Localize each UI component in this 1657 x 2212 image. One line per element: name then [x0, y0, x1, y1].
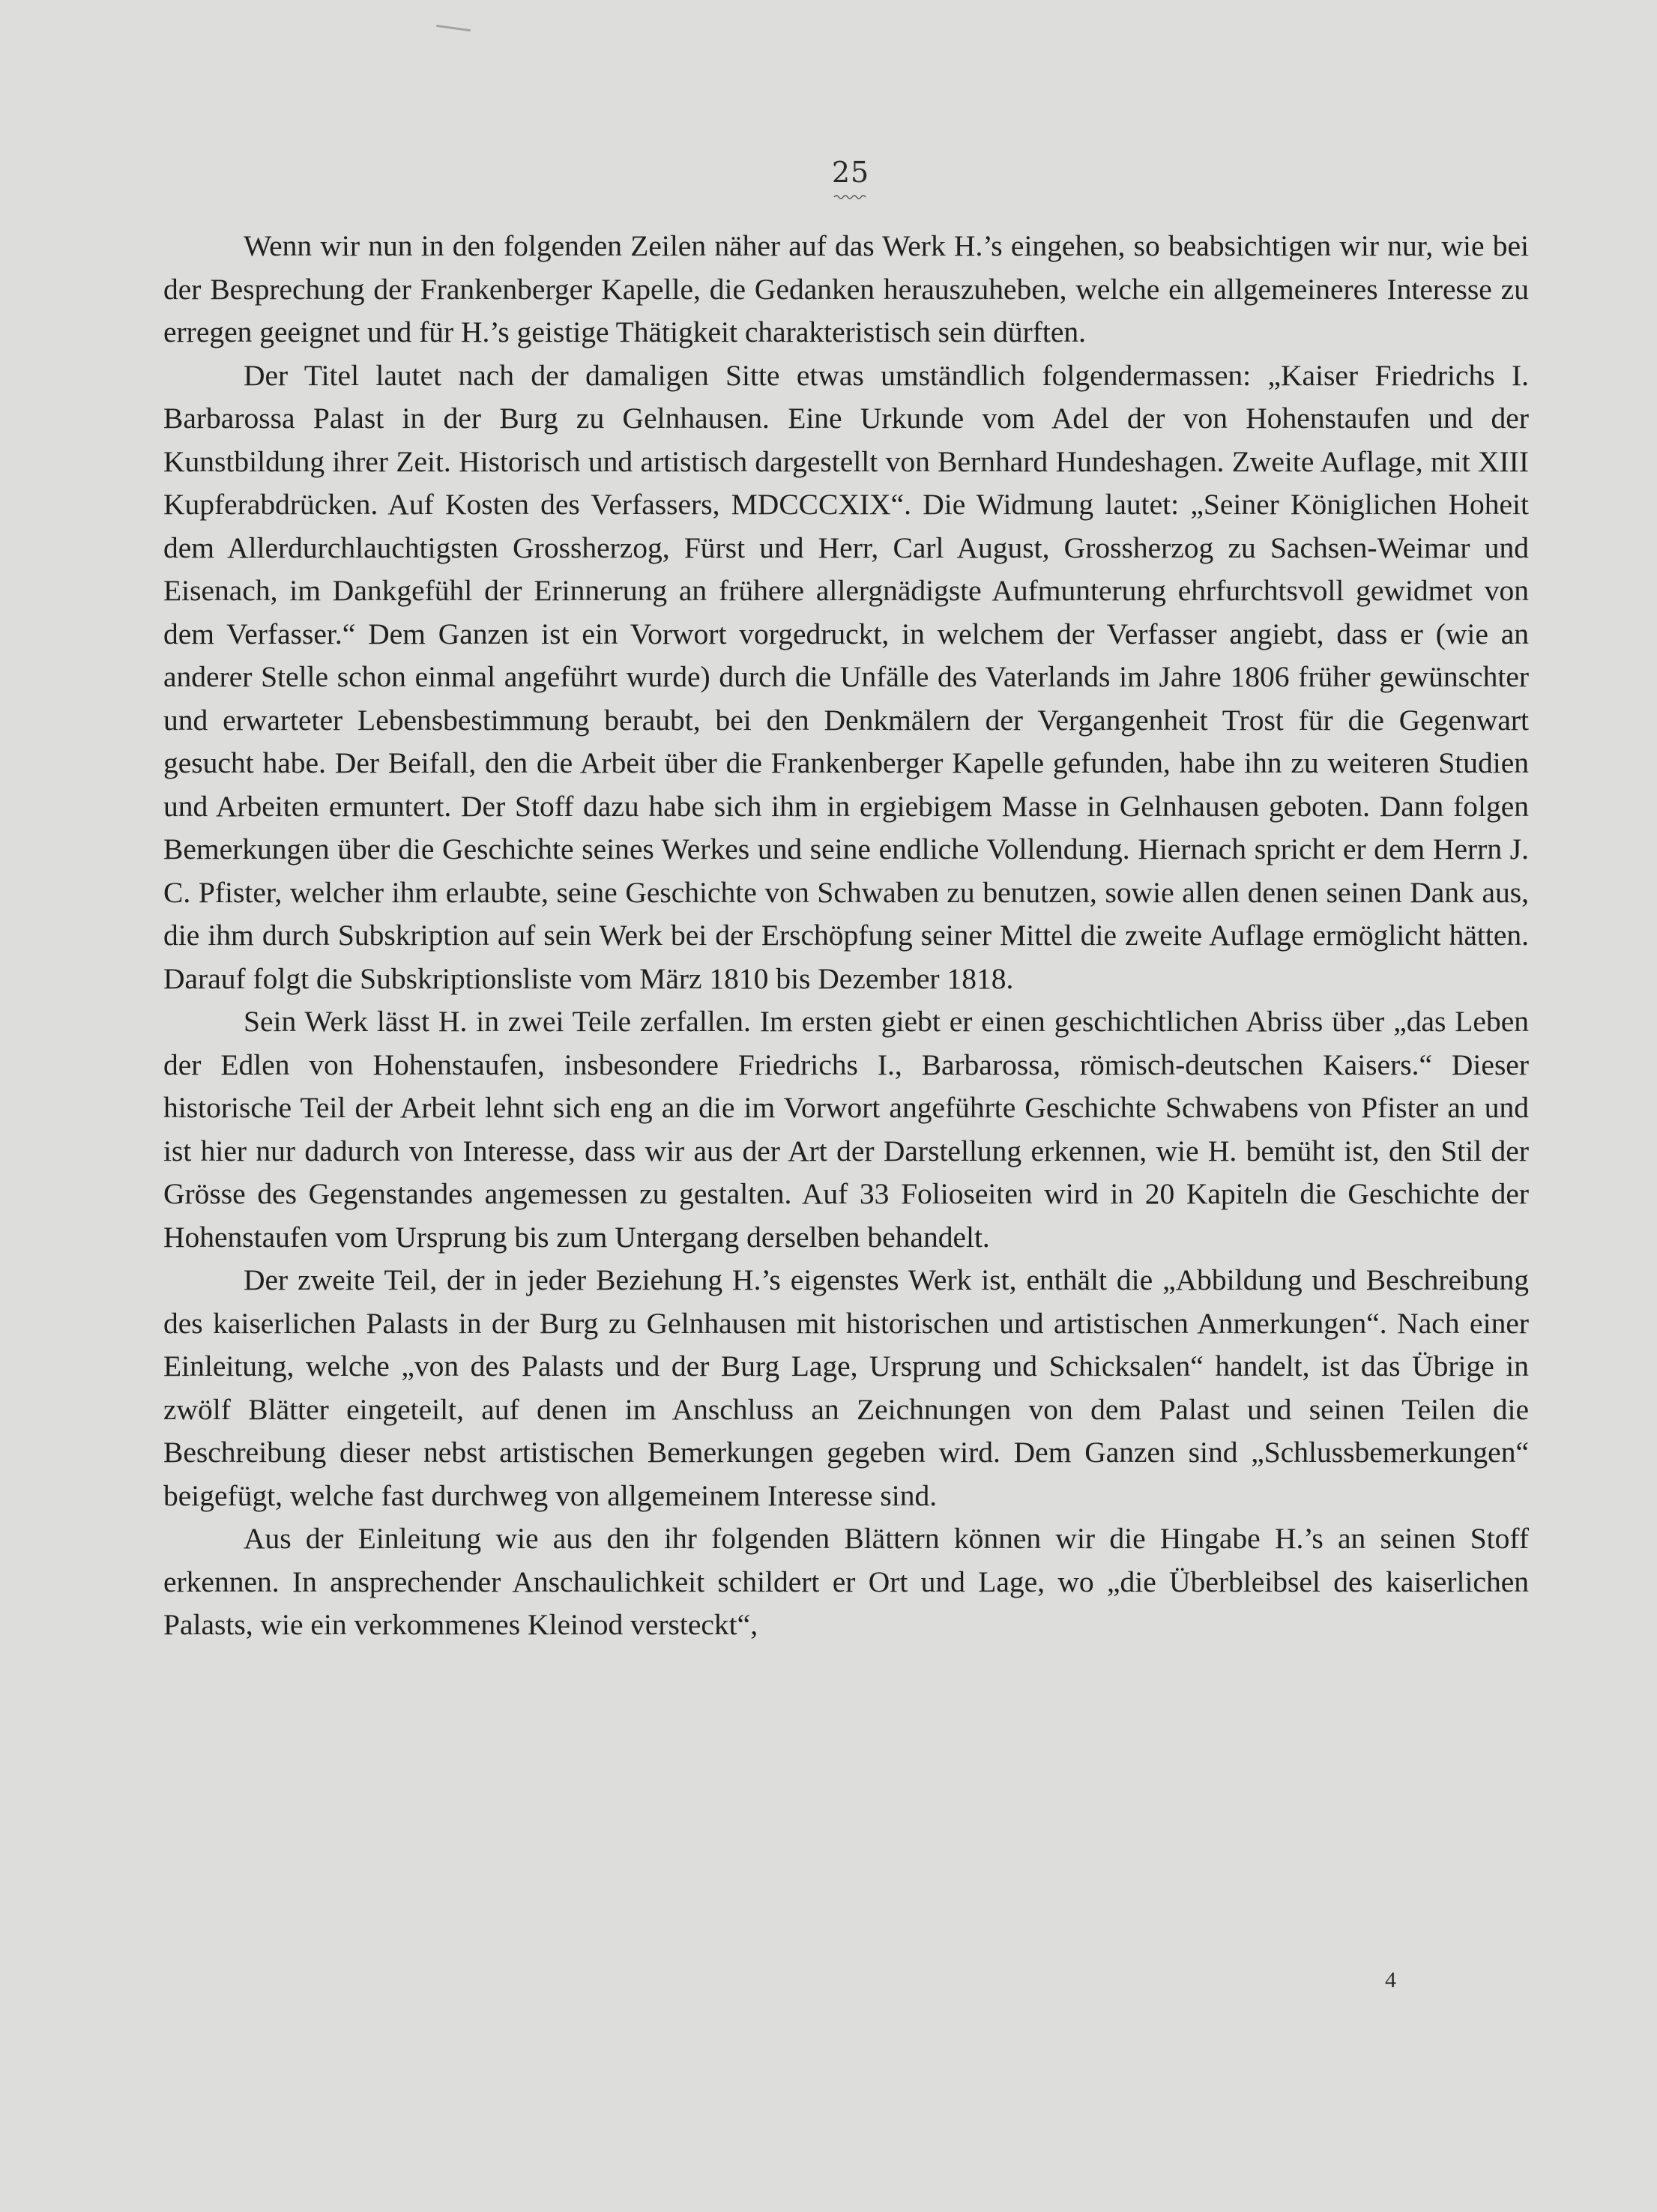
paragraph-4: Der zweite Teil, der in jeder Beziehung H.’s eigenstes Werk ist, enthält die „Abbildung und Beschreibung des kaiserlichen Palasts in der Burg zu Gelnhausen mit historischen und artistischen Anmerkungen“. Nach einer Einleitung, welche „von des Palasts und der Burg Lage, Ursprung und Schicksalen“ handelt, ist das Übrige in zwölf Blätter eingeteilt, auf denen im Anschluss an Zeichnungen von dem Palast und seinen Teilen die Beschreibung dieser nebst artistischen Bemerkungen gegeben wird. Dem Ganzen sind „Schlussbemerkungen“ beigefügt, welche fast durchweg von allgemeinem Interesse sind. [163, 1263, 1529, 1512]
stray-ink-mark [436, 25, 471, 31]
signature-mark: 4 [1385, 1968, 1396, 1992]
paragraph-1: Wenn wir nun in den folgenden Zeilen näher auf das Werk H.’s eingehen, so beabsichtigen wir nur, wie bei der Besprechung der Frankenberger Kapelle, die Gedanken herauszuheben, welche ein allgemeineres Interesse zu erregen geeignet und für H.’s geistige Thätigkeit charakteristisch sein dürften. [163, 229, 1529, 348]
paragraph-5: Aus der Einleitung wie aus den ihr folgenden Blättern können wir die Hingabe H.’s an seinen Stoff erkennen. In ansprechender Anschaulichkeit schildert er Ort und Lage, wo „die Überbleibsel des kaiserlichen Palasts, wie ein verkommenes Kleinod versteckt“, [163, 1522, 1529, 1641]
paragraph-3: Sein Werk lässt H. in zwei Teile zerfallen. Im ersten giebt er einen geschichtlichen Abriss über „das Leben der Edlen von Hohenstaufen, insbesondere Friedrichs I., Barbarossa, römisch-deutschen Kaisers.“ Dieser historische Teil der Arbeit lehnt sich eng an die im Vorwort angeführte Geschichte Schwabens von Pfister an und ist hier nur dadurch von Interesse, dass wir aus der Art der Darstellung erkennen, wie H. bemüht ist, den Stil der Grösse des Gegenstandes angemessen zu gestalten. Auf 33 Folioseiten wird in 20 Kapiteln die Geschichte der Hohenstaufen vom Ursprung bis zum Untergang derselben behandelt. [163, 1005, 1529, 1254]
paragraph-2: Der Titel lautet nach der damaligen Sitte etwas umständlich folgendermassen: „Kaiser Friedrichs I. Barbarossa Palast in der Burg zu Gelnhausen. Eine Urkunde vom Adel der von Hohenstaufen und der Kunstbildung ihrer Zeit. Historisch und artistisch dargestellt von Bernhard Hundeshagen. Zweite Auflage, mit XIII Kupferabdrücken. Auf Kosten des Verfassers, MDCCCXIX“. Die Widmung lautet: „Seiner Königlichen Hoheit dem Allerdurchlauchtigsten Grossherzog, Fürst und Herr, Carl August, Grossherzog zu Sachsen-Weimar und Eisenach, im Dankgefühl der Erinnerung an frühere allergnädigste Aufmunterung ehrfurchtsvoll gewidmet von dem Verfasser.“ Dem Ganzen ist ein Vorwort vorgedruckt, in welchem der Verfasser angiebt, dass er (wie an anderer Stelle schon einmal angeführt wurde) durch die Unfälle des Vaterlands im Jahre 1806 früher gewünschter und erwarteter Lebensbestimmung beraubt, bei den Denkmälern der Vergangenheit Trost für die Gegenwart gesucht habe. Der Beifall, den die Arbeit über die Frankenberger Kapelle gefunden, habe ihn zu weiteren Studien und Arbeiten ermuntert. Der Stoff dazu habe sich ihm in ergiebigem Masse in Gelnhausen geboten. Dann folgen Bemerkungen über die Geschichte seines Werkes und seine endliche Vollendung. Hiernach spricht er dem Herrn J. C. Pfister, welcher ihm erlaubte, seine Geschichte von Schwaben zu benutzen, sowie allen denen seinen Dank aus, die ihm durch Subskription auf sein Werk bei der Erschöpfung seiner Mittel die zweite Auflage ermöglicht hätten. Darauf folgt die Subskriptionsliste vom März 1810 bis Dezember 1818. [163, 358, 1529, 995]
page-number-flourish [833, 193, 868, 199]
body-text [163, 225, 1529, 1647]
page-number: 25 [831, 156, 870, 189]
